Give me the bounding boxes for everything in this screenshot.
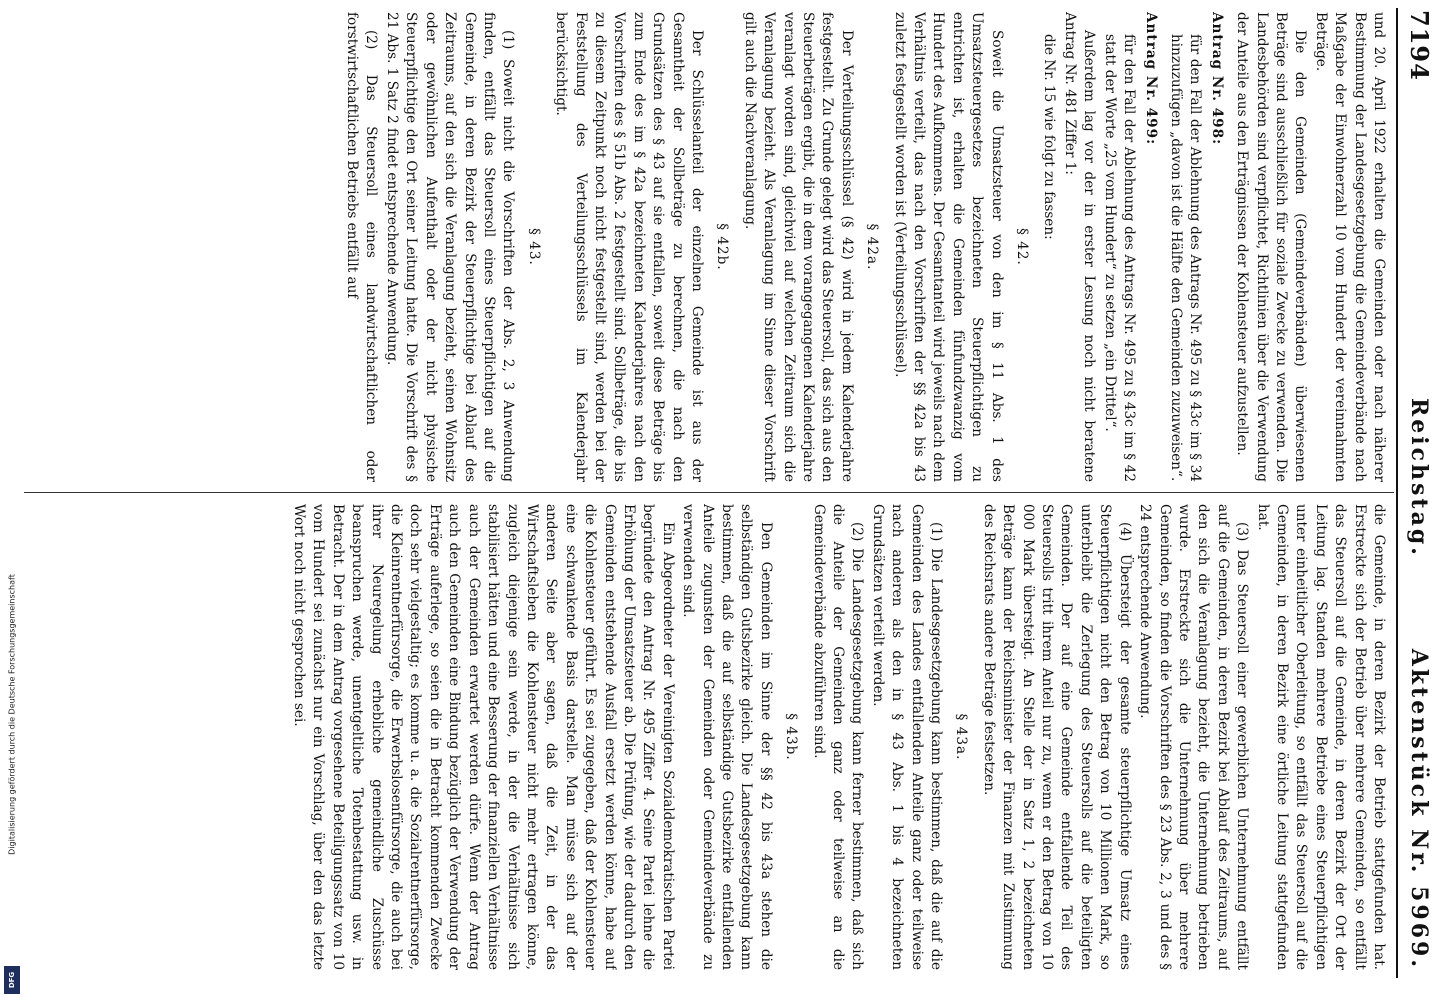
right-column [28, 504, 1388, 970]
motion-498-text: für den Fall der Ablehnung des Antrags Nr. 495 zu § 43c im § 34 hinzuzufügen „davon ist die Hälfte den Gemeinden zuzuweisen“. [1167, 34, 1204, 482]
paragraph: (2) Das Steuersoll eines landwirtschaftlichen oder forstwirtschaftlichen Betriebs entfällt auf [344, 12, 380, 482]
section-heading-43: § 43. [525, 228, 542, 266]
paragraph: Ein Abgeordneter der Vereinigten Sozialdemokratischen Partei begründete den Antrag Nr. 495 Ziffer 4. Seine Partei lehne die Erhöhung der Umsatzsteuer ab. Die Prüfung, wie der dadurch den Gemeinden entstehende Ausfall ersetzt werden könne, habe auf die Kohlensteuer geführt. Es sei zugegeben, daß der Kohlensteuer eine schwankende Basis darstelle. Man müsse sich auf der anderen Seite aber sagen, daß die Zeit, in der das Wirtschaftsleben die Kohlensteuer nicht mehr ertragen könne, zugleich diejenige sein werde, in der die Verhältnisse sich stabilisiert hätten und eine Besserung der finanziellen Verhältnisse auch der Gemeinden erwartet werden dürfe. Wenn der Antrag auch den Gemeinden eine Bindung bezüglich der Verwendung der Erträge auferlege, so seien die in Betracht kommenden Zwecke doch sehr vielgestaltig; es komme u. a. die Sozialrentnerfürsorge, die Kleinrentnerfürsorge, die Erwerbslosenfürsorge, die auch bei ihrer Neuregelung erhebliche gemeindliche Zuschüsse beanspruchen werde, unentgeltliche Totenbestattung usw. in Betracht. Der in dem Antrag vorgesehene Beteiligungssatz von 10 vom Hundert sei zunächst nur ein Vorschlag, über den das letzte Wort noch nicht gesprochen sei. [291, 504, 676, 970]
paragraph: (2) Die Landesgesetzgebung kann ferner bestimmen, daß sich die Anteile der Gemeinden ganz oder teilweise an die Gemeindeverbände abzuführen sind. [810, 504, 866, 970]
funding-note-text: Digitalisierung gefördert durch die Deutsche Forschungsgemeinschaft [7, 574, 17, 855]
motion-499-title: Antrag Nr. 499: [1142, 12, 1159, 146]
header-rule [1396, 8, 1398, 978]
paragraph: (3) Das Steuersoll einer gewerblichen Unternehmung entfällt auf die Gemeinden, in deren Bezirk bei Ablauf des Zeitraums, auf den sich die Veranlagung bezieht, die Unternehmung betrieben wurde. Erstreckte sich die Unternehmung über mehrere Gemeinden, so finden die Vorschriften des § 23 Abs. 2, 3 und des § 24 entsprechende Anwendung. [1137, 504, 1251, 970]
motion-498-title: Antrag Nr. 498: [1208, 12, 1225, 146]
document-page [14, 8, 1434, 978]
paragraph: Der Verteilungsschlüssel (§ 42) wird in jedem Kalenderjahre festgestellt. Zu Grunde gelegt wird das Steuersoll, das sich aus den Steuerbeträgen ergibt, die in dem vorangegangenen Kalenderjahre veranlagt worden sind, gleichviel auf welchen Zeitraum sich die Veranlagung bezieht. Als Veranlagung im Sinne dieser Vorschrift gilt auch die Nachveranlagung. [741, 12, 855, 482]
header-title: Reichstag. [1406, 398, 1432, 558]
paragraph: die Gemeinde, in deren Bezirk der Betrieb stattgefunden hat. Erstreckte sich der Betrieb über mehrere Gemeinden, so entfällt das Steuersoll auf die Gemeinde, in deren Bezirk der Ort der Leitung lag. Standen mehrere Betriebe eines Steuerpflichtigen unter einheitlicher Oberleitung, so entfällt das Steuersoll auf die Gemeinden, in deren Bezirk eine örtliche Leitung stattgefunden hat. [1254, 504, 1387, 970]
motion-499-text: für den Fall der Ablehnung des Antrags Nr. 495 zu § 43c im § 42 statt der Worte „25 vom Hundert“ zu setzen „ein Drittel“. [1101, 34, 1138, 482]
section-heading-42: § 42. [1014, 228, 1031, 266]
paragraph: (1) Die Landesgesetzgebung kann bestimmen, daß die auf die Gemeinden des Landes entfallenden Anteile ganz oder teilweise nach anderen als den in § 43 Abs. 1 bis 4 bezeichneten Grundsätzen verteilt werden. [869, 504, 945, 970]
paragraph: Außerdem lag vor der in erster Lesung noch nicht beratene Antrag Nr. 481 Ziffer 1: [1061, 12, 1098, 482]
left-column [28, 12, 1388, 482]
page-number: 7194 [1405, 10, 1434, 81]
paragraph: Den Gemeinden im Sinne der §§ 42 bis 43a stehen die selbständigen Gutsbezirke gleich. Die Landesgesetzgebung kann bestimmen, daß die auf selbständige Gutsbezirke entfallenden Anteile zugunsten der Gemeinden oder Gemeindeverbände zu verwenden sind. [680, 504, 774, 970]
document-number: Aktenstück Nr. 5969. [1406, 648, 1432, 970]
paragraph: Soweit die Umsatzsteuer von den im § 11 Abs. 1 des Umsatzsteuergesetzes bezeichneten Steuerpflichtigen zu entrichten ist, erhalten die Gemeinden fünfundzwanzig vom Hundert des Aufkommens. Der Gesamtanteil wird jeweils nach dem Verhältnis verteilt, das nach den Vorschriften der §§ 42a bis 43 zuletzt festgestellt worden ist (Verteilungsschlüssel). [891, 12, 1005, 482]
paragraph: (4) Übersteigt der gesamte steuerpflichtige Umsatz eines Steuerpflichtigen nicht den Betrag von 10 Millionen Mark, so unterbleibt die Zerlegung des Steuersolls auf die beteiligten Gemeinden. Der auf eine Gemeinde entfallende Teil des Steuersolls tritt ihrem Anteil nur zu, wenn er den Betrag von 10 000 Mark übersteigt. An Stelle der in Satz 1, 2 bezeichneten Beträge kann der Reichsminister der Finanzen mit Zustimmung des Reichsrats andere Beträge festsetzen. [980, 504, 1133, 970]
section-heading-42b: § 42b. [714, 223, 731, 271]
column-divider [24, 492, 1394, 493]
page-header [1398, 8, 1434, 978]
paragraph: Die den Gemeinden (Gemeindeverbänden) überwiesenen Beträge sind ausschließlich für soziale Zwecke zu verwenden. Die Landesbehörden sind verpflichtet, Richtlinien über die Verwendung der Anteile aus den Erträgnissen der Kohlensteuer aufzustellen. [1234, 12, 1309, 482]
dfg-logo-text: DFG [8, 971, 16, 989]
paragraph: und 20. April 1922 erhalten die Gemeinden oder nach näherer Bestimmung der Landesgesetzgebung die Gemeindeverbände nach Maßgabe der Einwohnerzahl 10 vom Hundert der vereinnahmten Beträge. [1312, 12, 1387, 482]
paragraph: (1) Soweit nicht die Vorschriften der Abs. 2, 3 Anwendung finden, entfällt das Steuersoll eines Steuerpflichtigen auf die Gemeinde, in deren Bezirk der Steuerpflichtige bei Ablauf des Zeitraums, auf den sich die Veranlagung bezieht, seinen Wohnsitz oder gewöhnlichen Aufenthalt oder der nicht physische Steuerpflichtige den Ort seiner Leitung hatte. Die Vorschrift des § 21 Abs. 1 Satz 2 findet entsprechende Anwendung. [383, 12, 517, 482]
paragraph: die Nr. 15 wie folgt zu fassen: [1041, 34, 1058, 240]
paragraph: Der Schlüsselanteil der einzelnen Gemeinde ist aus der Gesamtheit der Sollbeträge zu berechnen, die nach den Grundsätzen des § 43 auf sie entfallen, soweit diese Beträge bis zum Ende des im § 42a bezeichneten Kalenderjahres nach den Vorschriften des § 51b Abs. 2 festgestellt sind. Sollbeträge, die bis zu diesem Zeitpunkt noch nicht festgestellt sind, werden bei der Feststellung des Verteilungsschlüssels im Kalenderjahr berücksichtigt. [553, 12, 705, 482]
section-heading-42a: § 42a. [864, 223, 881, 271]
section-heading-43a: § 43a. [953, 713, 970, 761]
section-heading-43b: § 43b. [783, 713, 800, 761]
